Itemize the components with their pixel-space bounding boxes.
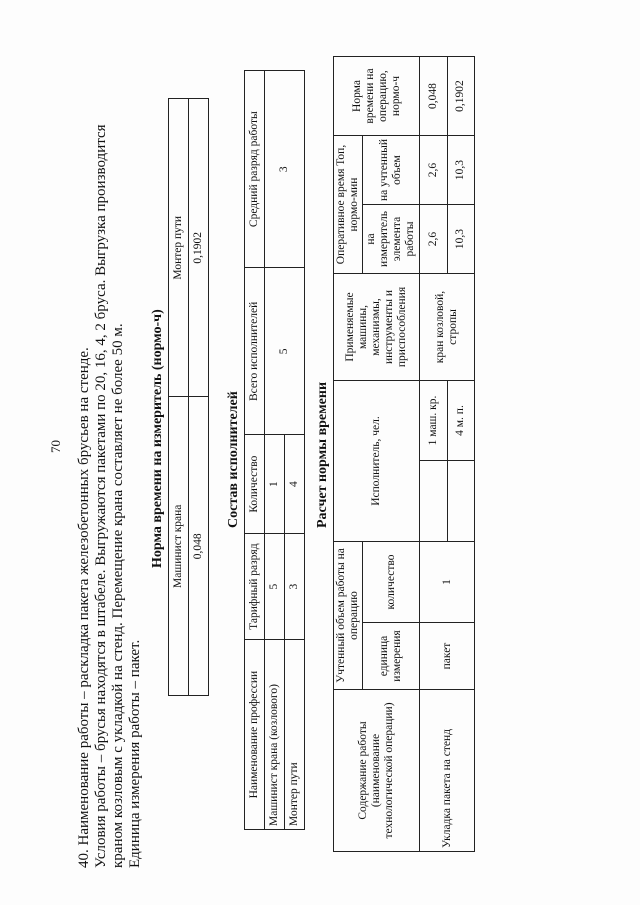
work-title-line: 40. Наименование работы – раскладка пакета железобетонных брусьев на стенде.	[76, 347, 92, 868]
calc-table-title: Расчет нормы времени	[315, 381, 330, 528]
staff-profession-crane-operator: Машинист крана (козлового)	[265, 640, 285, 830]
calc-performer-crane: 1 маш. кр.	[420, 381, 448, 461]
norm-value-crane-operator: 0,048	[189, 397, 209, 696]
calc-table	[333, 56, 475, 852]
staff-total: 5	[265, 268, 305, 435]
norm-table	[168, 98, 209, 696]
staff-count-crane-operator: 1	[265, 435, 285, 534]
calc-per-volume-fitter: 10,3	[447, 136, 475, 205]
staff-header-profession: Наименование профессии	[245, 640, 265, 830]
calc-norm-crane: 0,048	[420, 57, 448, 136]
calc-per-unit-crane: 2,6	[420, 205, 448, 274]
staff-header-avg-grade: Средний разряд работы	[245, 71, 265, 268]
calc-row-content: Укладка пакета на стенд	[420, 690, 475, 852]
staff-header-total: Всего исполнителей	[245, 268, 265, 435]
norm-header-crane-operator: Машинист крана	[169, 397, 189, 696]
staff-table-title: Состав исполнителей	[226, 391, 241, 528]
norm-value-track-fitter: 0,1902	[189, 99, 209, 398]
calc-header-unit: единица измерения	[363, 623, 420, 690]
calc-header-qty: количество	[363, 542, 420, 623]
calc-header-machines: Применяемые машины, механизмы, инструменты и приспособления	[334, 274, 420, 381]
calc-per-volume-crane: 2,6	[420, 136, 448, 205]
calc-header-norm: Норма времени на операцию, нормо-ч	[334, 57, 420, 136]
calc-norm-fitter: 0,1902	[447, 57, 475, 136]
calc-row-machines: кран козловой, стропы	[420, 274, 475, 381]
calc-header-volume: Учтенный объем работы на операцию	[334, 542, 363, 690]
calc-header-per-volume: на учтенный объем	[363, 136, 420, 205]
staff-header-count: Количество	[245, 435, 265, 534]
work-description	[76, 48, 144, 868]
staff-grade-crane-operator: 5	[265, 534, 285, 640]
page-number: 70	[48, 440, 63, 453]
staff-profession-track-fitter: Монтер пути	[285, 640, 305, 830]
staff-table	[244, 70, 305, 830]
staff-avg-grade: 3	[265, 71, 305, 268]
calc-header-optime: Оперативное время Топ, нормо-мин	[334, 136, 363, 274]
norm-header-track-fitter: Монтер пути	[169, 99, 189, 398]
work-conditions-line-2: краном козловым с укладкой на стенд. Перемещение крана составляет не более 50 м.	[110, 323, 126, 868]
calc-header-content: Содержание работы (наименование технологической операции)	[334, 690, 420, 852]
work-unit-line: Единица измерения работы – пакет.	[127, 639, 143, 868]
norm-table-title: Норма времени на измеритель (нормо-ч)	[150, 309, 165, 568]
calc-per-unit-fitter: 10,3	[447, 205, 475, 274]
work-conditions-line: Условия работы – брусья находятся в штабеле. Выгружаются пакетами по 20, 16, 4, 2 бруса. Выгрузка производится	[93, 124, 109, 868]
calc-performer-fitter: 4 м. п.	[447, 381, 475, 461]
calc-row-unit: пакет	[420, 623, 475, 690]
rotated-content	[76, 48, 506, 868]
staff-count-track-fitter: 4	[285, 435, 305, 534]
calc-performer-spacer-2	[447, 461, 475, 542]
calc-header-performer: Исполнитель, чел.	[334, 381, 420, 542]
calc-performer-spacer	[420, 461, 448, 542]
staff-grade-track-fitter: 3	[285, 534, 305, 640]
calc-row-qty: 1	[420, 542, 475, 623]
staff-header-grade: Тарифный разряд	[245, 534, 265, 640]
calc-header-per-unit: на измеритель элемента работы	[363, 205, 420, 274]
